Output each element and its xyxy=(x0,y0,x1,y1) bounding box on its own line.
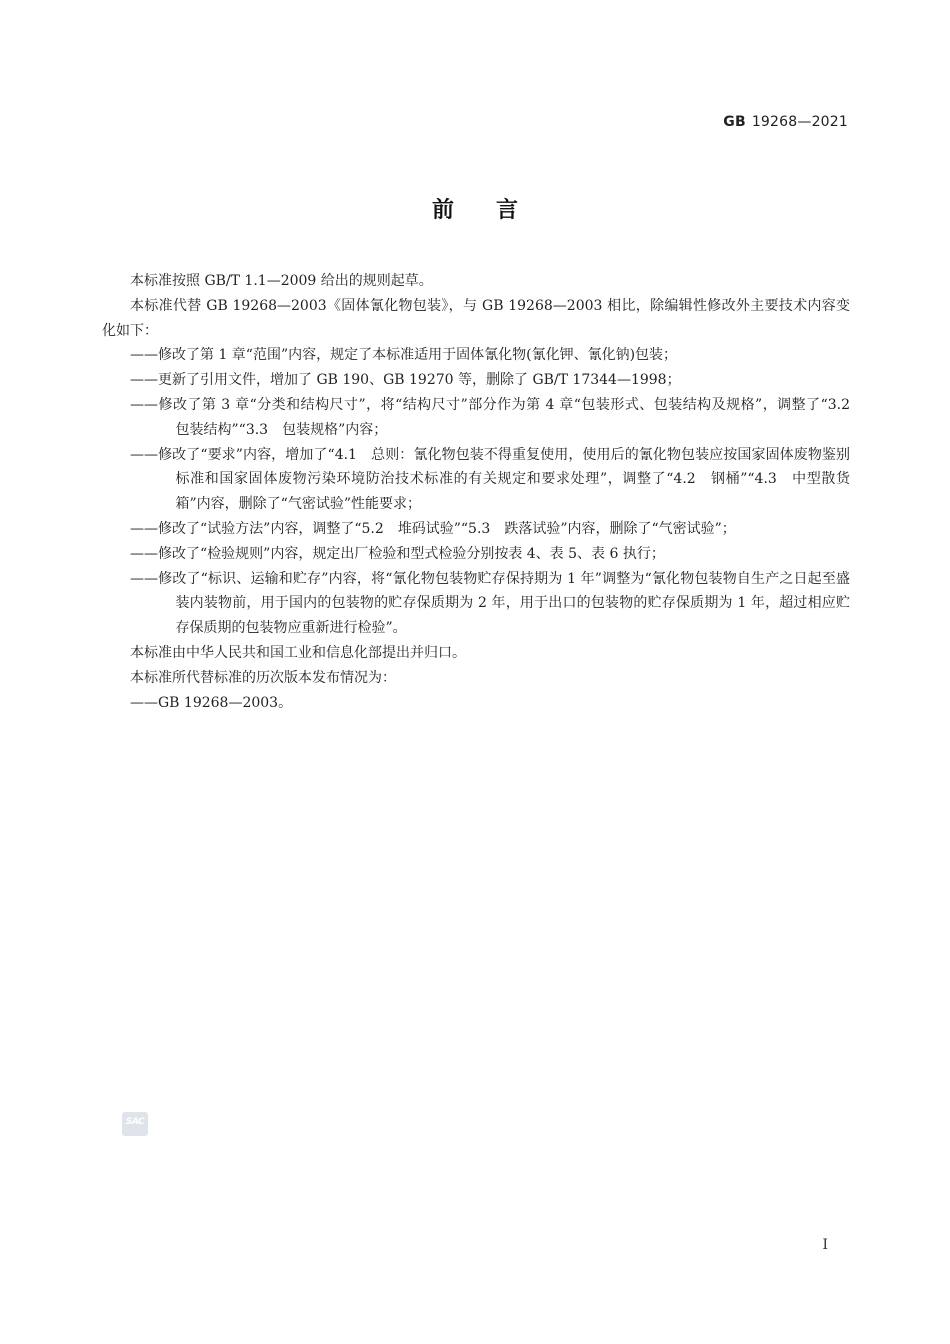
change-item-requirements: ——修改了“要求”内容，增加了“4.1 总则：氰化物包装不得重复使用，使用后的氰化物包装应按国家固体废物鉴别标准和国家固体废物污染环境防治技术标准的有关规定和要求处理”，调整了“4.2 钢桶”“4.3 中型散货箱”内容，删除了“气密试验”性能要求； xyxy=(130,446,850,513)
paragraph-previous-editions: 本标准所代替标准的历次版本发布情况为： xyxy=(130,669,396,686)
change-item-inspection-rules: ——修改了“检验规则”内容，规定出厂检验和型式检验分别按表 4、表 5、表 6 执行； xyxy=(130,545,665,562)
change-item-marking-storage: ——修改了“标识、运输和贮存”内容，将“氰化物包装物贮存保持期为 1 年”调整为“氰化物包装物自生产之日起至盛装内装物前，用于国内的包装物的贮存保质期为 2 年，用于出口的包装物的贮存保质期为 1 年，超过相应贮存保质期的包装物应重新进行检验”。 xyxy=(130,570,850,637)
paragraph-drafting-rule: 本标准按照 GB/T 1.1—2009 给出的规则起草。 xyxy=(130,273,433,289)
paragraph-replacement: 本标准代替 GB 19268—2003《固体氰化物包装》，与 GB 19268—2003 相比，除编辑性修改外主要技术内容变化如下： xyxy=(102,297,850,339)
sac-logo-icon xyxy=(122,1112,148,1136)
page-number: I xyxy=(822,1237,828,1253)
page-title: 前言 xyxy=(431,198,560,223)
change-item-test-methods: ——修改了“试验方法”内容，调整了“5.2 堆码试验”“5.3 跌落试验”内容，删除了“气密试验”； xyxy=(130,520,736,537)
standard-code xyxy=(723,114,848,130)
change-item-classification: ——修改了第 3 章“分类和结构尺寸”，将“结构尺寸”部分作为第 4 章“包装形式、包装结构及规格”，调整了“3.2 包装结构”“3.3 包装规格”内容； xyxy=(130,396,864,438)
paragraph-proposer: 本标准由中华人民共和国工业和信息化部提出并归口。 xyxy=(130,644,466,661)
document-body xyxy=(102,269,864,715)
sac-logo-text: SAC xyxy=(125,1117,145,1127)
change-item-references: ——更新了引用文件，增加了 GB 190、GB 19270 等，删除了 GB/T 17344—1998； xyxy=(130,372,681,389)
standard-prefix: GB xyxy=(723,114,746,130)
change-item-scope: ——修改了第 1 章“范围”内容，规定了本标准适用于固体氰化物(氰化钾、氰化钠)包装； xyxy=(130,347,678,364)
standard-number: 19268—2021 xyxy=(751,114,848,130)
previous-edition-item: ——GB 19268—2003。 xyxy=(130,694,293,711)
